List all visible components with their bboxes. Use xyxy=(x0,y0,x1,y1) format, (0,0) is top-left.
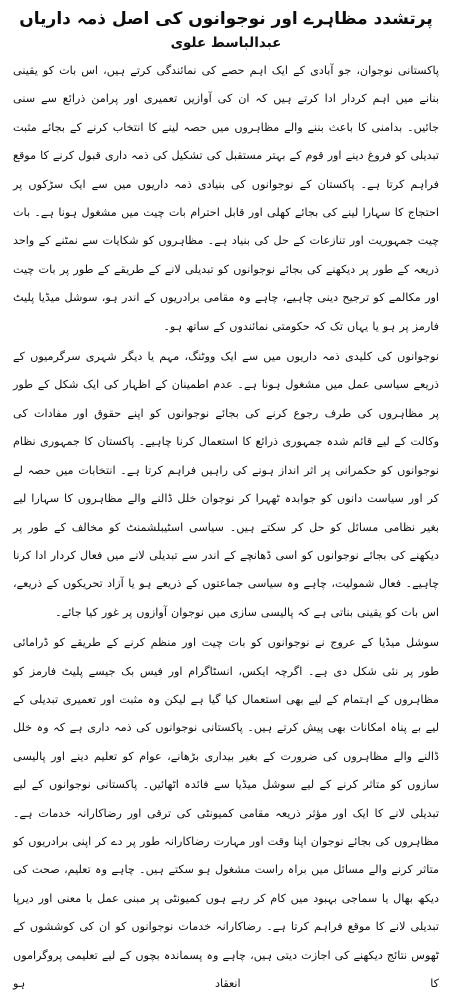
article-author: عبدالباسط علوی xyxy=(170,35,282,51)
article-paragraph: سوشل میڈیا کے عروج نے نوجوانوں کو بات چیت اور منظم کرنے کے طریقے کو ڈرامائی طور پر نئی شکل دی ہے۔ اگرچہ ایکس، انسٹاگرام اور فیس بک جیسے پلیٹ فارمز کو مظاہروں کے اہتمام کے لیے بھی استعمال کیا گیا ہے لیکن وہ مثبت اور تعمیری تبدیلی کے لیے بے پناہ امکانات بھی پیش کرتے ہیں۔ پاکستانی نوجوانوں کی ذمہ داری ہے کہ وہ خلل ڈالنے والے مظاہروں کی ضرورت کے بغیر بیداری بڑھانے، عوام کو تعلیم دینے اور پالیسی سازوں کو متاثر کرنے کے لیے سوشل میڈیا سے فائدہ اٹھائیں۔ پاکستانی نوجوانوں کے لیے تبدیلی لانے کا ایک اور مؤثر ذریعہ مقامی کمیونٹی کی ترقی اور رضاکارانہ خدمات ہے۔ مظاہروں کی بجائے نوجوان اپنا وقت اور مہارت رضاکارانہ طور پر دے کر اپنی برادریوں کو متاثر کرنے والے مسائل میں براہ راست مشغول ہو سکتے ہیں۔ چاہے وہ تعلیم، صحت کی دیکھ بھال یا سماجی بہبود میں کام کر رہے ہوں کمیونٹی پر مبنی عمل با معنی اور دیرپا تبدیلی لانے کا موقع فراہم کرتا ہے۔ رضاکارانہ خدمات نوجوانوں کو ان کی کوششوں کے ٹھوس نتائج دیکھنے کی اجازت دیتی ہیں، چاہے وہ پسماندہ بچوں کے لیے تعلیمی پروگراموں کا انعقاد ہو xyxy=(13,636,439,990)
article-paragraph: پاکستانی نوجوان، جو آبادی کے ایک اہم حصے کی نمائندگی کرتے ہیں، اس بات کو یقینی بنانے میں اہم کردار ادا کرتے ہیں کہ ان کی آوازیں تعمیری اور پرامن ذرائع سے سنی جائیں۔ بدامنی کا باعث بننے والے مظاہروں میں حصہ لینے کا انتخاب کرنے کے بجائے مثبت تبدیلی کو فروغ دینے اور قوم کے بہتر مستقبل کی تشکیل کی ذمہ داری قبول کرنے کا موقع فراہم کرتا ہے۔ پاکستان کے نوجوانوں کی بنیادی ذمہ داریوں میں سے ایک سڑکوں پر احتجاج کا سہارا لینے کی بجائے کھلی اور قابل احترام بات چیت میں مشغول ہونا ہے۔ بات چیت جمہوریت اور تنازعات کے حل کی بنیاد ہے۔ مظاہروں کو شکایات سے نمٹنے کے واحد ذریعہ کے طور پر دیکھنے کی بجائے نوجوانوں کو تبدیلی لانے کے طریقے کے طور پر بات چیت اور مکالمے کو ترجیح دینی چاہیے، چاہے وہ مقامی برادریوں کے اندر ہو، سوشل میڈیا پلیٹ فارمز پر ہو یا یہاں تک کہ حکومتی نمائندوں کے ساتھ ہو۔ xyxy=(13,64,439,333)
article-headline: پرتشدد مظاہرے اور نوجوانوں کی اصل ذمہ داریاں xyxy=(19,9,433,29)
article-body xyxy=(13,57,439,998)
article-paragraph: نوجوانوں کی کلیدی ذمہ داریوں میں سے ایک ووٹنگ، مہم یا دیگر شہری سرگرمیوں کے ذریعے سیاسی عمل میں مشغول ہونا ہے۔ عدم اطمینان کے اظہار کی ایک شکل کے طور پر مظاہروں کی طرف رجوع کرنے کی بجائے نوجوانوں کو اپنے حقوق اور مفادات کی وکالت کے لیے قائم شدہ جمہوری ذرائع کا استعمال کرنا چاہیے۔ پاکستان کا جمہوری نظام نوجوانوں کو حکمرانی پر اثر انداز ہونے کی راہیں فراہم کرتا ہے۔ انتخابات میں حصہ لے کر اور سیاست دانوں کو جوابدہ ٹھہرا کر نوجوان خلل ڈالنے والے مظاہروں کا سہارا لیے بغیر نظامی مسائل کو حل کر سکتے ہیں۔ سیاسی اسٹیبلشمنٹ کو مخالف کے طور پر دیکھنے کی بجائے نوجوانوں کو اسی ڈھانچے کے اندر سے تبدیلی لانے میں فعال کردار ادا کرنا چاہیے۔ فعال شمولیت، چاہے وہ سیاسی جماعتوں کے ذریعے ہو یا آزاد تحریکوں کے ذریعے، اس بات کو یقینی بناتی ہے کہ پالیسی سازی میں نوجوان آوازوں پر غور کیا جائے۔ xyxy=(13,350,439,619)
